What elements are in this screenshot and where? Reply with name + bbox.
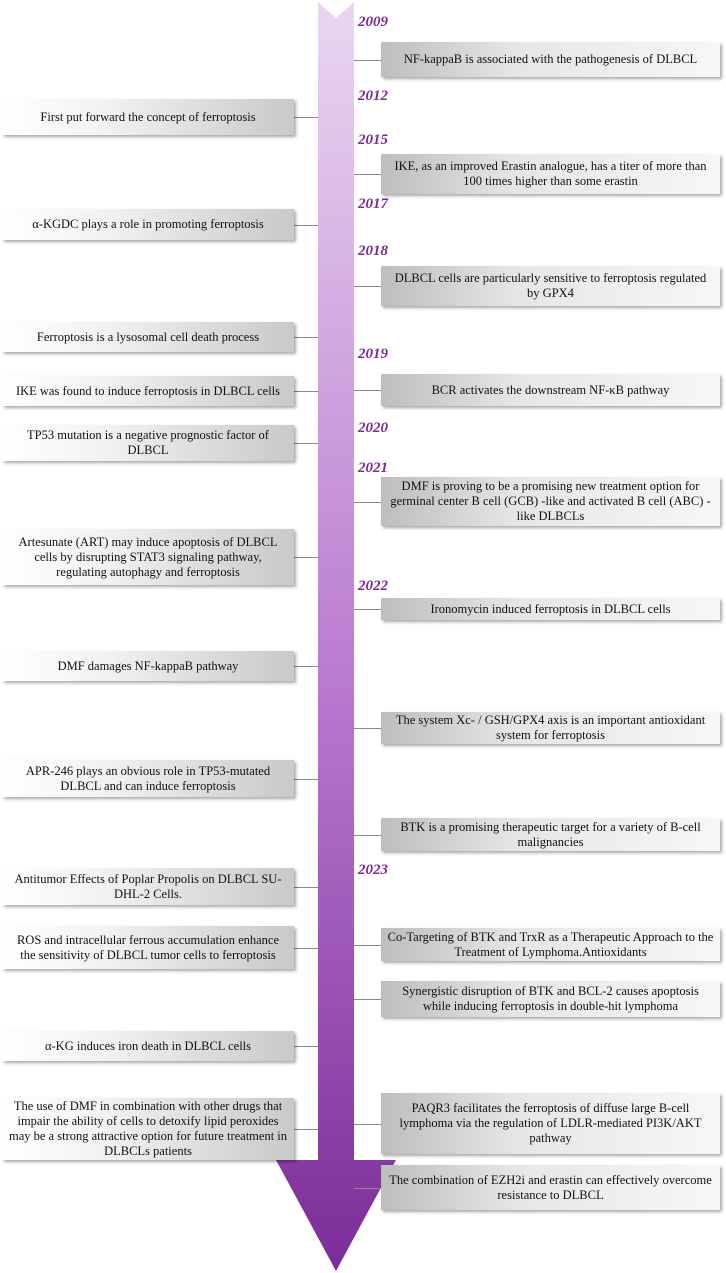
left-event-box	[2, 651, 294, 681]
right-connector-line	[354, 1124, 381, 1125]
right-connector-line	[354, 286, 381, 287]
left-event-box	[2, 1031, 294, 1061]
year-label-2017: 2017	[358, 196, 388, 212]
left-event-box	[2, 529, 294, 585]
right-connector-line	[354, 945, 381, 946]
right-connector-line	[354, 609, 381, 610]
right-event-text: The system Xc- / GSH/GPX4 axis is an important antioxidant system for ferroptosis	[395, 713, 706, 742]
left-connector-line	[294, 225, 318, 226]
left-connector-line	[294, 948, 318, 949]
right-event-box	[381, 374, 720, 406]
left-event-text: IKE was found to induce ferroptosis in DLBCL cells	[15, 383, 281, 398]
year-label-2022: 2022	[358, 578, 388, 594]
right-connector-line	[354, 174, 381, 175]
left-event-text: APR-246 plays an obvious role in TP53-mutated DLBCL and can induce ferroptosis	[25, 763, 271, 793]
right-event-text: Co-Targeting of BTK and TrxR as a Therapeutic Approach to the Treatment of Lymphoma.Antioxidants	[387, 929, 714, 959]
left-event-text: Artesunate (ART) may induce apoptosis of DLBCL cells by disrupting STAT3 signaling pathway, regulating autophagy and ferroptosis	[18, 534, 278, 579]
left-event-box	[2, 322, 294, 352]
year-label-2012: 2012	[358, 88, 388, 104]
right-event-box	[381, 818, 720, 851]
right-event-box	[381, 981, 720, 1017]
left-event-box	[2, 760, 294, 797]
right-event-text: Synergistic disruption of BTK and BCL-2 causes apoptosis while inducing ferroptosis in double-hit lymphoma	[402, 984, 699, 1013]
left-connector-line	[294, 117, 318, 118]
right-event-box	[381, 928, 720, 961]
year-label-2020: 2020	[358, 420, 388, 436]
right-event-box	[381, 42, 720, 77]
year-label-2021: 2021	[358, 460, 388, 476]
left-connector-line	[294, 337, 318, 338]
right-connector-line	[354, 1188, 381, 1189]
right-connector-line	[354, 999, 381, 1000]
right-event-text: BTK is a promising therapeutic target for a variety of B-cell malignancies	[400, 819, 701, 849]
year-label-2019: 2019	[358, 346, 388, 362]
right-event-box	[381, 598, 720, 620]
left-event-text: α-KGDC plays a role in promoting ferroptosis	[32, 217, 264, 231]
left-event-text: TP53 mutation is a negative prognostic factor of DLBCL	[27, 428, 269, 457]
left-event-box	[2, 868, 294, 905]
left-event-text: The use of DMF in combination with other drugs that impair the ability of cells to detoxify lipid peroxides may be a strong attractive option for future treatment in DLBCLs patients	[8, 1099, 288, 1158]
left-event-text: Ferroptosis is a lysosomal cell death process	[36, 329, 260, 344]
right-event-text: BCR activates the downstream NF-κB pathway	[431, 382, 670, 397]
year-label-2023: 2023	[358, 862, 388, 878]
right-event-box	[381, 1093, 720, 1154]
year-label-2015: 2015	[358, 132, 388, 148]
right-event-text: The combination of EZH2i and erastin can effectively overcome resistance to DLBCL	[389, 1172, 712, 1202]
left-event-box	[2, 376, 294, 406]
left-connector-line	[294, 887, 318, 888]
left-event-box	[2, 1098, 294, 1160]
right-event-box	[381, 154, 720, 194]
right-event-text: NF-kappaB is associated with the pathogenesis of DLBCL	[403, 52, 698, 66]
year-label-2018: 2018	[358, 243, 388, 259]
year-label-2009: 2009	[358, 14, 388, 30]
right-connector-line	[354, 835, 381, 836]
right-event-text: DMF is proving to be a promising new treatment option for germinal center B cell (GCB) -like and activated B cell (ABC) -like DLBCLs	[390, 479, 711, 523]
right-event-text: IKE, as an improved Erastin analogue, has a titer of more than 100 times higher than some erastin	[394, 159, 707, 188]
right-event-box	[381, 477, 720, 526]
left-event-box	[2, 209, 294, 240]
right-event-text: PAQR3 facilitates the ferroptosis of diffuse large B-cell lymphoma via the regulation of LDLR-mediated PI3K/AKT pathway	[399, 1101, 702, 1145]
left-event-text: α-KG induces iron death in DLBCL cells	[44, 1038, 252, 1053]
left-connector-line	[294, 666, 318, 667]
left-event-text: ROS and intracellular ferrous accumulation enhance the sensitivity of DLBCL tumor cells to ferroptosis	[16, 932, 280, 962]
left-event-box	[2, 926, 294, 969]
left-event-text: DMF damages NF-kappaB pathway	[57, 658, 239, 673]
right-event-box	[381, 1165, 720, 1210]
right-connector-line	[354, 390, 381, 391]
right-connector-line	[354, 60, 381, 61]
timeline-arrow-shape	[276, 2, 396, 1271]
right-event-box	[381, 712, 720, 744]
left-connector-line	[294, 1129, 318, 1130]
right-connector-line	[354, 728, 381, 729]
left-event-box	[2, 99, 294, 135]
left-event-text: Antitumor Effects of Poplar Propolis on DLBCL SU-DHL-2 Cells.	[14, 871, 282, 901]
left-event-text: First put forward the concept of ferroptosis	[40, 109, 256, 124]
left-connector-line	[294, 391, 318, 392]
left-connector-line	[294, 443, 318, 444]
right-event-box	[381, 266, 720, 306]
right-event-text: DLBCL cells are particularly sensitive to ferroptosis regulated by GPX4	[394, 271, 707, 300]
left-connector-line	[294, 779, 318, 780]
left-event-box	[2, 425, 294, 461]
right-connector-line	[354, 502, 381, 503]
left-connector-line	[294, 1046, 318, 1047]
left-connector-line	[294, 557, 318, 558]
right-event-text: Ironomycin induced ferroptosis in DLBCL cells	[430, 601, 671, 616]
